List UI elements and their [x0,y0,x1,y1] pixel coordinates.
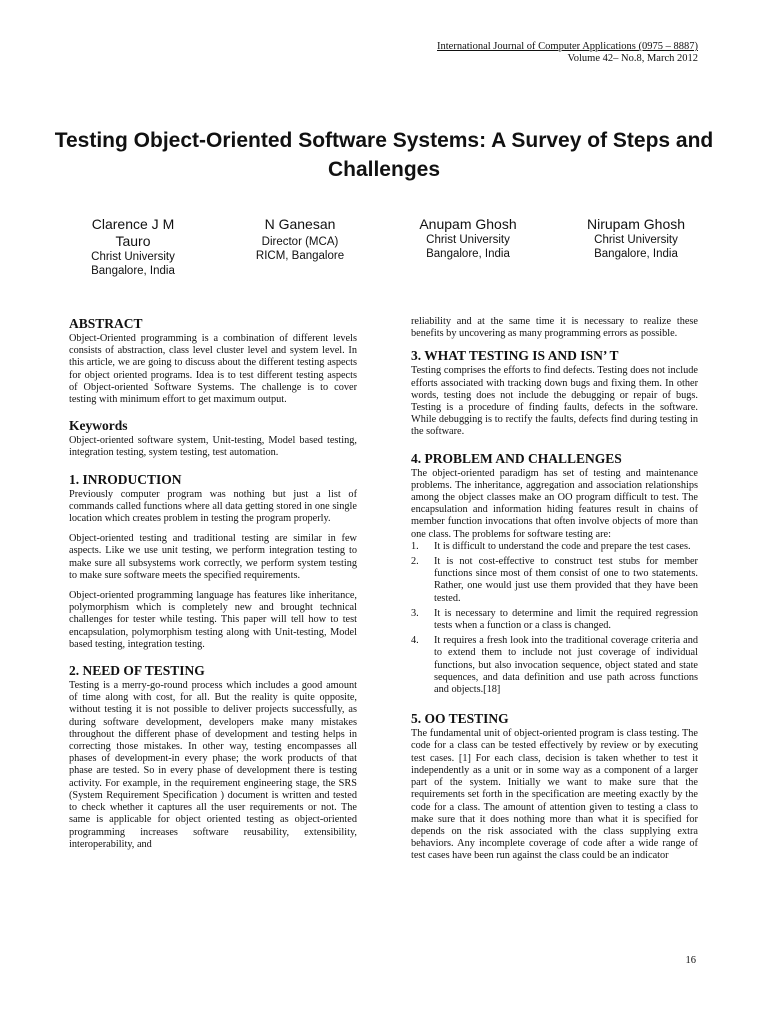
list-number: 2. [411,556,419,568]
oo-testing-heading: 5. OO TESTING [411,711,509,727]
author-name: N Ganesan [264,216,336,232]
list-item [411,635,698,696]
list-number: 4. [411,635,419,647]
author-location: Bangalore, India [91,265,175,277]
problem-heading: 4. PROBLEM AND CHALLENGES [411,450,622,466]
what-testing-paragraph: Testing comprises the efforts to find defects. Testing does not include efforts associated with tracking down bugs and fixing them. In other words, testing does not include the debugging or repair of bugs. Testing is a procedure of finding faults, defects in the software. While debugging is to rectify the faults, defects find during testing in the software. [411,365,698,438]
list-number: 1. [411,540,419,552]
problem-paragraph: The object-oriented paradigm has set of testing and maintenance problems. The inheritance, aggregation and association relationships among the object classes make an OO program difficult to test. The encapsulation and information hiding features result in chains of member function invocations that often involve objects of more than one class. The problems for software testing are: [411,467,698,540]
list-text: It is not cost-effective to construct test stubs for member functions since most of them consist of one to two statements. Rather, one would just use them provided that they have been tested. [434,556,698,604]
paper-title: Testing Object-Oriented Software Systems: A Survey of Steps and Challenges [54,129,714,181]
author-3 [407,216,529,261]
journal-volume: Volume 42– No.8, March 2012 [567,53,698,64]
author-affiliation: Christ University [426,234,510,246]
list-item [411,541,698,553]
intro-paragraph-2: Object-oriented testing and traditional testing are similar in few aspects. Like we use unit testing, we perform integration testing to make sure all subsystems work correctly, we perform system testing to make sure software meets the specified requirements. [69,533,357,581]
author-1 [74,216,192,278]
list-item [411,556,698,605]
abstract-heading: ABSTRACT [69,316,143,331]
author-affiliation: Christ University [594,234,678,246]
keywords-text: Object-oriented software system, Unit-testing, Model based testing, integration testing, system testing, test automation. [69,435,357,459]
keywords-heading: Keywords [69,418,128,434]
oo-testing-paragraph: The fundamental unit of object-oriented program is class testing. The code for a class can be tested effectively by review or by executing test cases. [1] For each class, decision is taken whether to test it independently as a unit or in some way as a component of a larger part of the system. Initially we want to make sure that the requirements set forth in the specification are meeting exactly by the code for a class. The amount of attention given to testing a class to make sure that it does nothing more than what it is specified for depends on the risk associated with the class supplying extra behaviors. Any incomplete coverage of code after a wide range of test cases have been run against the class could be an indicator [411,728,698,862]
list-number: 3. [411,607,419,619]
what-testing-heading: 3. WHAT TESTING IS AND ISN’ T [411,348,619,364]
list-item [411,608,698,632]
author-name: Nirupam Ghosh [586,216,686,232]
author-4 [575,216,697,261]
author-2 [236,216,364,263]
need-paragraph: Testing is a merry-go-round process which includes a good amount of time along with cost, for all. But the reality is quite opposite, without testing it is not possible to deliver projects successfully, as during software development, developers make many mistakes throughout the different phase of development and testing helps in correcting those mistakes. In other way, testing encompasses all phases of development-in every phase; the work products of that phase are tested. So in every phase of development there is testing activity. For example, in the requirement engineering stage, the SRS (System Requirement Specification ) document is written and tested to check whether it captures all the user requirements or not. The same is applicable for object oriented testing as object-oriented programming increases software reusability, extensibility, interoperability, and [69,680,357,850]
author-name: Clarence J M Tauro [91,216,175,249]
page-number: 16 [685,955,696,966]
journal-header [437,41,698,65]
list-text: It is difficult to understand the code and prepare the test cases. [434,540,691,552]
author-location: Bangalore, India [426,248,510,260]
journal-name: International Journal of Computer Applications (0975 – 8887) [437,41,698,52]
intro-paragraph-1: Previously computer program was nothing but just a list of commands called functions where all data getting stored in one single location which creates problem in testing the program properly. [69,488,357,525]
intro-paragraph-3: Object-oriented programming language has features like inheritance, polymorphism which is completely new and brought technical challenges for tester while testing. This paper will tell how to test encapsulation, polymorphism testing along with Unit-testing, Model based testing, integration testing. [69,590,357,650]
abstract-text: Object-Oriented programming is a combination of different levels consists of abstraction, class level cluster level and system level. In this article, we are going to discuss about the different testing aspects for object oriented programs. Idea is to test different testing aspects of Object-oriented Software Systems. The challenge is to cover testing with minimum effort to get maximum output. [69,333,357,406]
right-column [411,316,698,863]
problem-list [411,541,698,696]
author-location: Bangalore, India [594,248,678,260]
left-column [69,316,357,851]
author-name: Anupam Ghosh [419,216,517,232]
author-affiliation: Christ University [91,251,175,263]
intro-heading: 1. INRODUCTION [69,471,182,487]
author-affiliation: Director (MCA) [261,236,339,248]
need-heading: 2. NEED OF TESTING [69,663,205,679]
list-text: It is necessary to determine and limit the required regression tests when a function or a class is changed. [434,607,698,632]
author-location: RICM, Bangalore [255,250,345,262]
list-text: It requires a fresh look into the traditional coverage criteria and to extend them to include not just coverage of individual functions, but also invocation sequence, object stated and state sequences, and data definition and use path across functions and objects.[18] [434,635,698,696]
continued-paragraph: reliability and at the same time it is necessary to realize these benefits by uncovering as many programming errors as possible. [411,316,698,340]
